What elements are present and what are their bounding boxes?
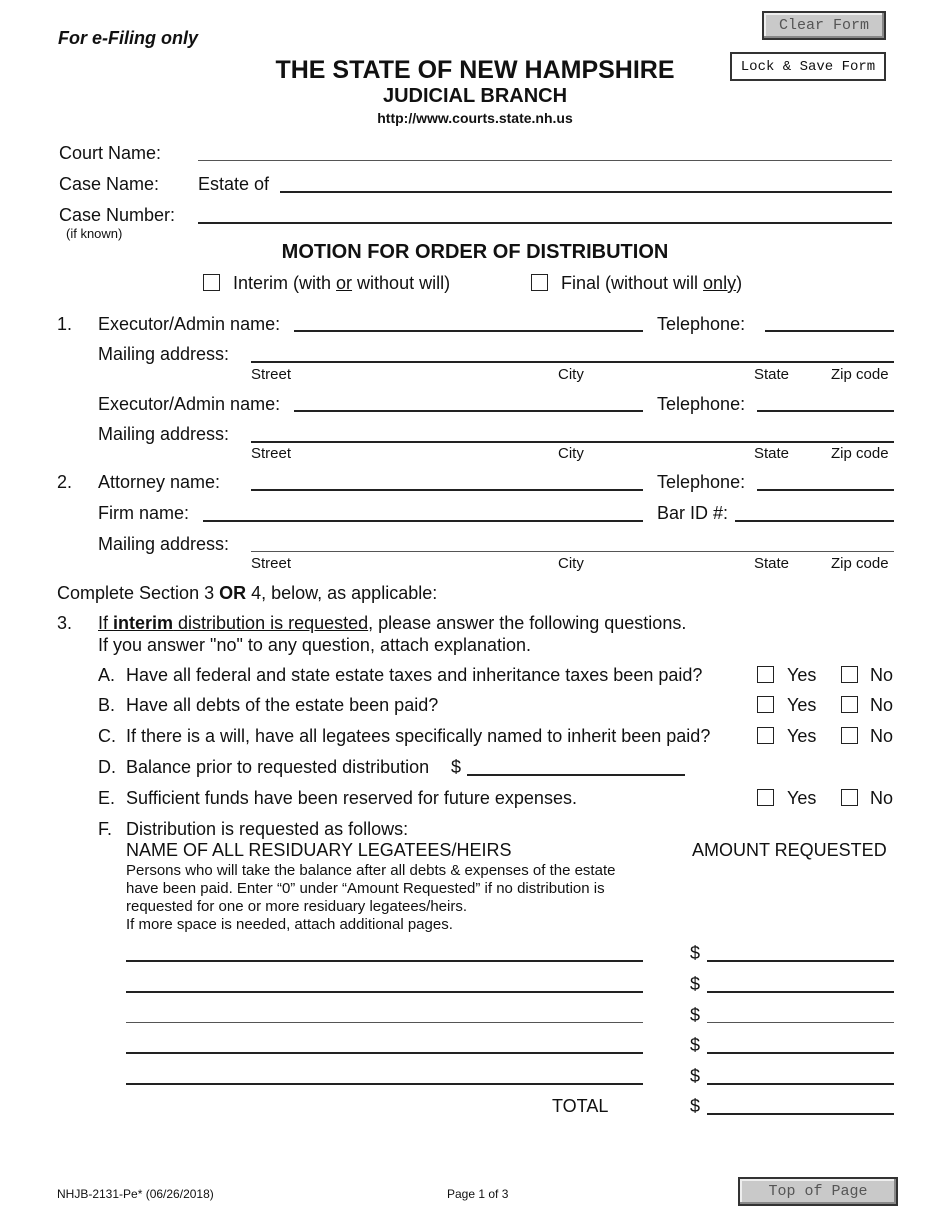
amount-input-1[interactable] xyxy=(707,960,894,962)
total-label: TOTAL xyxy=(552,1096,609,1116)
bar-id-input[interactable] xyxy=(735,520,894,522)
clear-form-button[interactable]: Clear Form xyxy=(762,11,886,40)
distribution-note-2: have been paid. Enter “0” under “Amount Requested” if no distribution is xyxy=(126,880,605,897)
legatee-name-input-1[interactable] xyxy=(126,960,643,962)
if-known-note: (if known) xyxy=(66,226,123,241)
state-title: THE STATE OF NEW HAMPSHIRE xyxy=(275,56,675,84)
interim-label: Interim (with or without will) xyxy=(233,273,451,293)
no-label: No xyxy=(870,726,894,746)
total-dollar-sign: $ xyxy=(690,1096,701,1116)
question-a-text: Have all federal and state estate taxes and inheritance taxes been paid? xyxy=(126,665,703,685)
section-1-number: 1. xyxy=(57,314,73,334)
question-d-text: Balance prior to requested distribution xyxy=(126,757,430,777)
question-c-text: If there is a will, have all legatees specifically named to inherit been paid? xyxy=(126,726,711,746)
amount-dollar-sign: $ xyxy=(690,1005,701,1025)
mailing-address-input-1[interactable] xyxy=(251,361,894,363)
section-3-number: 3. xyxy=(57,613,73,633)
question-b-no-checkbox[interactable] xyxy=(841,696,858,713)
question-a-yes-checkbox[interactable] xyxy=(757,666,774,683)
bar-id-label: Bar ID #: xyxy=(657,503,729,523)
state-caption: State xyxy=(754,555,790,572)
question-c-yes-checkbox[interactable] xyxy=(757,727,774,744)
form-id: NHJB-2131-Pe* (06/26/2018) xyxy=(57,1187,214,1201)
telephone-label-2: Telephone: xyxy=(657,394,746,414)
yes-label: Yes xyxy=(787,665,817,685)
top-of-page-button[interactable]: Top of Page xyxy=(738,1177,898,1206)
case-number-label: Case Number: xyxy=(59,205,176,225)
firm-label: Firm name: xyxy=(98,503,190,523)
section-instructions: Complete Section 3 OR 4, below, as applicable: xyxy=(57,583,438,603)
case-number-input[interactable] xyxy=(198,222,892,224)
question-b-yes-checkbox[interactable] xyxy=(757,696,774,713)
amount-dollar-sign: $ xyxy=(690,943,701,963)
amount-input-5[interactable] xyxy=(707,1083,894,1085)
city-caption: City xyxy=(558,555,584,572)
executor-name-input-1[interactable] xyxy=(294,330,643,332)
question-b-text: Have all debts of the estate been paid? xyxy=(126,695,439,715)
street-caption: Street xyxy=(251,445,292,462)
telephone-input-3[interactable] xyxy=(757,489,894,491)
estate-of-label: Estate of xyxy=(198,174,270,194)
balance-dollar-sign: $ xyxy=(451,757,462,777)
attorney-label: Attorney name: xyxy=(98,472,221,492)
court-name-input[interactable] xyxy=(198,160,892,161)
case-name-input[interactable] xyxy=(280,191,892,193)
page-number: Page 1 of 3 xyxy=(447,1187,509,1201)
yes-label: Yes xyxy=(787,726,817,746)
telephone-label-3: Telephone: xyxy=(657,472,746,492)
state-caption: State xyxy=(754,445,790,462)
attorney-name-input[interactable] xyxy=(251,489,643,491)
amount-input-2[interactable] xyxy=(707,991,894,993)
question-e-text: Sufficient funds have been reserved for future expenses. xyxy=(126,788,577,808)
mailing-label-1: Mailing address: xyxy=(98,344,230,364)
city-caption: City xyxy=(558,366,584,383)
section-2-number: 2. xyxy=(57,472,73,492)
question-a-letter: A. xyxy=(98,665,116,685)
telephone-label-1: Telephone: xyxy=(657,314,746,334)
no-label: No xyxy=(870,788,894,808)
motion-title: MOTION FOR ORDER OF DISTRIBUTION xyxy=(281,241,669,263)
final-checkbox[interactable] xyxy=(531,274,548,291)
zip-caption: Zip code xyxy=(831,445,889,462)
distribution-note-1: Persons who will take the balance after all debts & expenses of the estate xyxy=(126,862,616,879)
branch-title: JUDICIAL BRANCH xyxy=(382,85,568,107)
zip-caption: Zip code xyxy=(831,555,889,572)
yes-label: Yes xyxy=(787,788,817,808)
question-b-letter: B. xyxy=(98,695,116,715)
mailing-address-input-2[interactable] xyxy=(251,441,894,443)
efiling-note: For e-Filing only xyxy=(58,28,198,48)
firm-name-input[interactable] xyxy=(203,520,643,522)
total-amount-input[interactable] xyxy=(707,1113,894,1115)
question-e-yes-checkbox[interactable] xyxy=(757,789,774,806)
city-caption: City xyxy=(558,445,584,462)
amount-dollar-sign: $ xyxy=(690,1066,701,1086)
telephone-input-2[interactable] xyxy=(757,410,894,412)
court-name-label: Court Name: xyxy=(59,143,162,163)
mailing-label-3: Mailing address: xyxy=(98,534,230,554)
amount-dollar-sign: $ xyxy=(690,1035,701,1055)
question-e-letter: E. xyxy=(98,788,116,808)
section-3-intro-2: If you answer "no" to any question, attach explanation. xyxy=(98,635,532,655)
balance-input[interactable] xyxy=(467,774,685,776)
executor-label-2: Executor/Admin name: xyxy=(98,394,281,414)
question-c-letter: C. xyxy=(98,726,116,746)
legatee-name-input-3[interactable] xyxy=(126,1022,643,1023)
state-caption: State xyxy=(754,366,790,383)
distribution-note-4: If more space is needed, attach additional pages. xyxy=(126,916,453,933)
question-d-letter: D. xyxy=(98,757,116,777)
question-e-no-checkbox[interactable] xyxy=(841,789,858,806)
zip-caption: Zip code xyxy=(831,366,889,383)
question-c-no-checkbox[interactable] xyxy=(841,727,858,744)
legatee-name-input-4[interactable] xyxy=(126,1052,643,1054)
interim-checkbox[interactable] xyxy=(203,274,220,291)
amount-input-3[interactable] xyxy=(707,1022,894,1023)
legatee-name-input-5[interactable] xyxy=(126,1083,643,1085)
mailing-label-2: Mailing address: xyxy=(98,424,230,444)
executor-label-1: Executor/Admin name: xyxy=(98,314,281,334)
no-label: No xyxy=(870,665,894,685)
amount-input-4[interactable] xyxy=(707,1052,894,1054)
lock-save-form-button[interactable]: Lock & Save Form xyxy=(730,52,886,81)
telephone-input-1[interactable] xyxy=(765,330,894,332)
street-caption: Street xyxy=(251,366,292,383)
mailing-address-input-3[interactable] xyxy=(251,551,894,552)
street-caption: Street xyxy=(251,555,292,572)
question-f-letter: F. xyxy=(98,819,113,839)
amount-header: AMOUNT REQUESTED xyxy=(692,840,887,860)
section-3-intro: If interim distribution is requested, please answer the following questions. xyxy=(98,613,687,633)
legatee-name-input-2[interactable] xyxy=(126,991,643,993)
question-f-text: Distribution is requested as follows: xyxy=(126,819,409,839)
distribution-note-3: requested for one or more residuary legatees/heirs. xyxy=(126,898,468,915)
no-label: No xyxy=(870,695,894,715)
case-name-label: Case Name: xyxy=(59,174,160,194)
yes-label: Yes xyxy=(787,695,817,715)
question-a-no-checkbox[interactable] xyxy=(841,666,858,683)
legatees-header: NAME OF ALL RESIDUARY LEGATEES/HEIRS xyxy=(126,840,512,860)
amount-dollar-sign: $ xyxy=(690,974,701,994)
final-label: Final (without will only) xyxy=(561,273,743,293)
executor-name-input-2[interactable] xyxy=(294,410,643,412)
court-url[interactable]: http://www.courts.state.nh.us xyxy=(377,110,573,126)
